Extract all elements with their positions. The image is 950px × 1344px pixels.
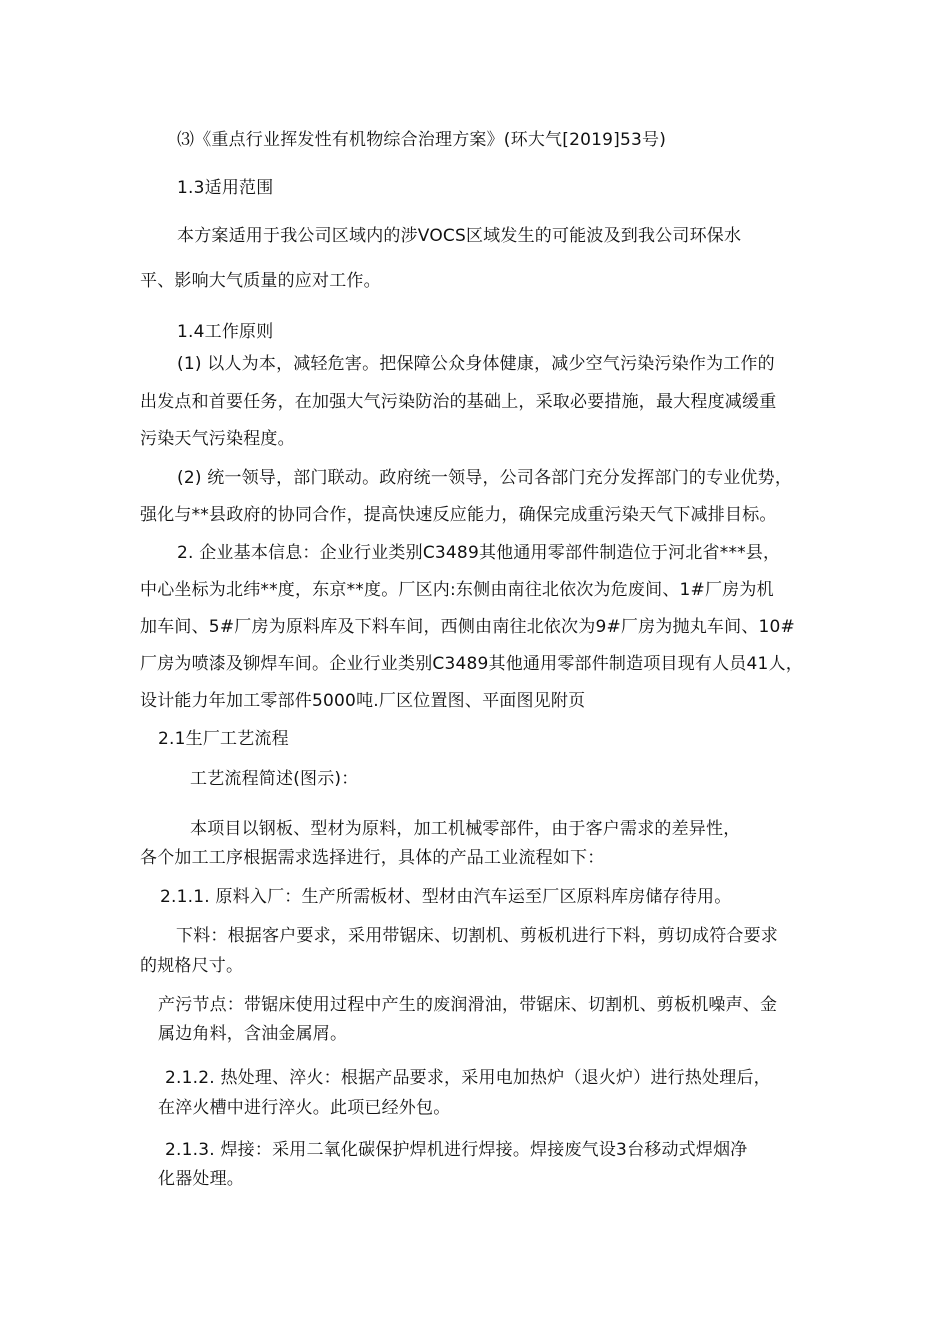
company-info-line-5: 设计能力年加工零部件5000吨.厂区位置图、平面图见附页 xyxy=(140,691,586,711)
company-info-line-4: 厂房为喷漆及铆焊车间。企业行业类别C3489其他通用零部件制造项目现有人员41人， xyxy=(140,654,803,674)
heading-1-3-scope: 1.3适用范围 xyxy=(177,178,274,198)
paragraph-scope-line-1: 本方案适用于我公司区域内的涉VOCS区域发生的可能波及到我公司环保水 xyxy=(177,226,742,246)
company-info-line-3: 加车间、5#厂房为原料库及下料车间，西侧由南往北依次为9#厂房为抛丸车间、10# xyxy=(140,617,795,637)
step-2-1-2-line-1: 2.1.2. 热处理、淬火：根据产品要求，采用电加热炉（退火炉）进行热处理后， xyxy=(165,1068,771,1088)
reference-item-3: ⑶《重点行业挥发性有机物综合治理方案》(环大气[2019]53号) xyxy=(177,130,667,150)
cutting-line-1: 下料：根据客户要求，采用带锯床、切割机、剪板机进行下料，剪切成符合要求 xyxy=(176,926,778,946)
step-2-1-1: 2.1.1. 原料入厂：生产所需板材、型材由汽车运至厂区原料库房储存待用。 xyxy=(160,887,732,907)
principle-2-line-2: 强化与**县政府的协同合作，提高快速反应能力，确保完成重污染天气下减排目标。 xyxy=(140,505,777,525)
pollution-node-line-2: 属边角料，含油金属屑。 xyxy=(158,1024,348,1044)
step-2-1-3-line-2: 化器处理。 xyxy=(158,1169,244,1189)
step-2-1-3-line-1: 2.1.3. 焊接：采用二氧化碳保护焊机进行焊接。焊接废气设3台移动式焊烟净 xyxy=(165,1140,748,1160)
process-intro-line-1: 本项目以钢板、型材为原料，加工机械零部件，由于客户需求的差异性， xyxy=(190,819,741,839)
company-info-line-2: 中心坐标为北纬**度，东京**度。厂区内:东侧由南往北依次为危废间、1#厂房为机 xyxy=(140,580,774,600)
process-description-label: 工艺流程简述(图示)： xyxy=(190,769,359,789)
step-2-1-2-line-2: 在淬火槽中进行淬火。此项已经外包。 xyxy=(158,1098,451,1118)
principle-1-line-1: (1) 以人为本，减轻危害。把保障公众身体健康，减少空气污染污染作为工作的 xyxy=(177,354,775,374)
principle-1-line-2: 出发点和首要任务，在加强大气污染防治的基础上，采取必要措施，最大程度减缓重 xyxy=(140,392,777,412)
pollution-node-line-1: 产污节点：带锯床使用过程中产生的废润滑油，带锯床、切割机、剪板机噪声、金 xyxy=(158,995,778,1015)
process-intro-line-2: 各个加工工序根据需求选择进行，具体的产品工业流程如下： xyxy=(140,848,605,868)
principle-1-line-3: 污染天气污染程度。 xyxy=(140,429,295,449)
paragraph-scope-line-2: 平、影响大气质量的应对工作。 xyxy=(140,271,381,291)
principle-2-line-1: (2) 统一领导，部门联动。政府统一领导，公司各部门充分发挥部门的专业优势， xyxy=(177,468,793,488)
heading-1-4-principles: 1.4工作原则 xyxy=(177,322,274,342)
heading-2-1-process: 2.1生厂工艺流程 xyxy=(158,729,289,749)
company-info-line-1: 2. 企业基本信息：企业行业类别C3489其他通用零部件制造位于河北省***县， xyxy=(177,543,781,563)
cutting-line-2: 的规格尺寸。 xyxy=(140,956,244,976)
